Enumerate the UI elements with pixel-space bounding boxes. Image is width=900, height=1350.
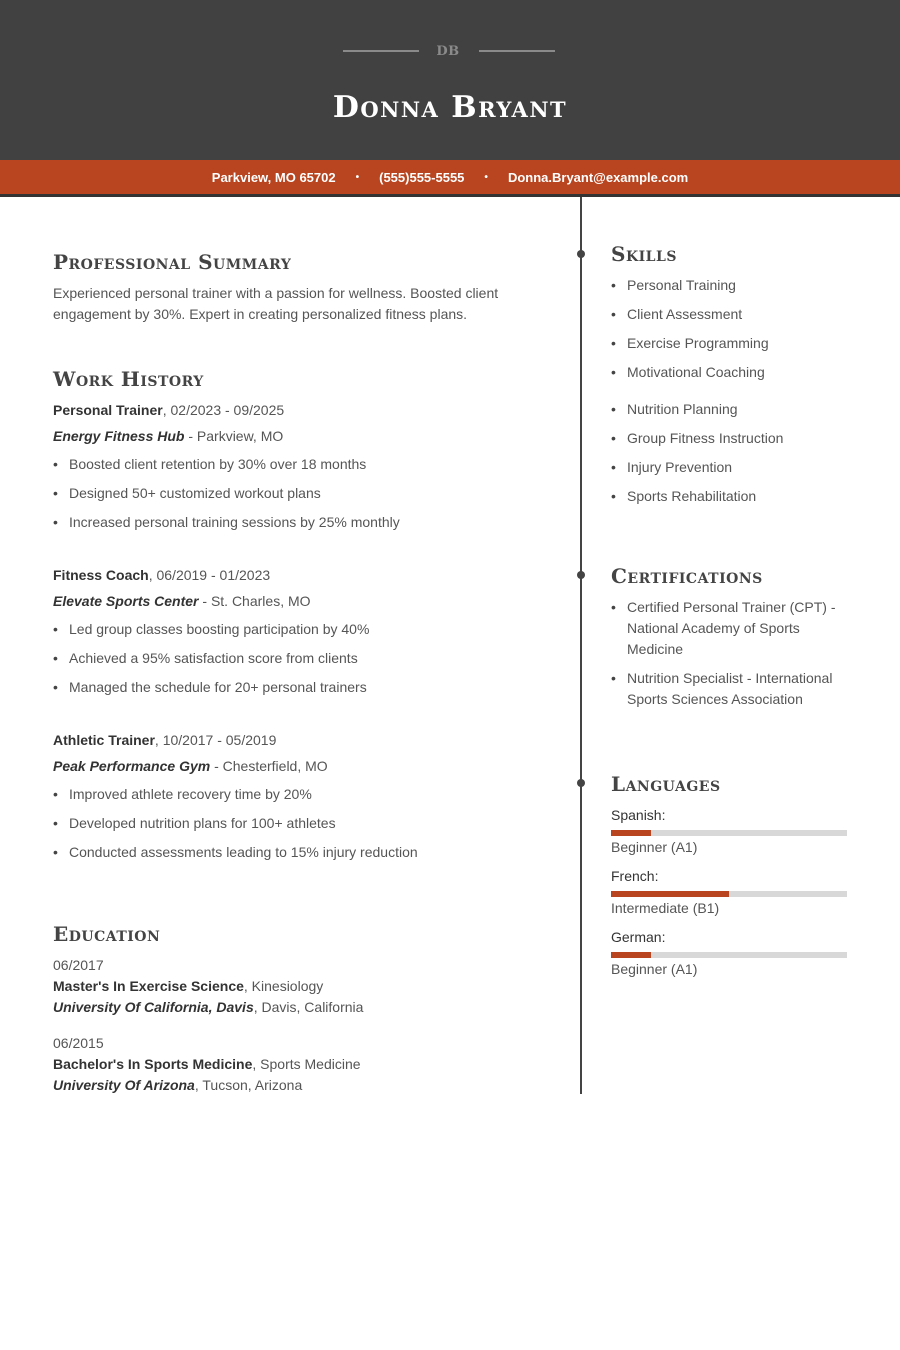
contact-separator: • [355, 171, 360, 183]
skill-item: • Injury Prevention [611, 459, 732, 475]
education-degree-line [53, 1054, 361, 1075]
job-bullet: • Improved athlete recovery time by 20% [53, 786, 312, 802]
job-location: - Parkview, MO [184, 428, 284, 444]
education-place: , Davis, California [253, 999, 364, 1015]
job-bullet: • Conducted assessments leading to 15% injury reduction [53, 844, 418, 860]
job-title-line [53, 565, 270, 586]
job-dates: , 02/2023 - 09/2025 [162, 402, 285, 418]
education-school-line [53, 1075, 302, 1096]
language-proficiency-fill [611, 891, 729, 897]
contact-bar [0, 160, 900, 197]
language-name: German: [611, 929, 666, 945]
job-title-line [53, 730, 276, 751]
education-date: 06/2015 [53, 1035, 104, 1051]
languages-heading: Languages [611, 772, 721, 796]
job-company-line [53, 426, 283, 447]
language-proficiency-bar [611, 952, 847, 958]
job-dates: , 10/2017 - 05/2019 [154, 732, 277, 748]
language-proficiency-bar [611, 830, 847, 836]
job-company-line [53, 591, 311, 612]
job-bullet: • Boosted client retention by 30% over 18 months [53, 456, 366, 472]
job-bullet: • Increased personal training sessions by 25% monthly [53, 514, 400, 530]
contact-phone[interactable]: (555)555-5555 [379, 169, 465, 185]
column-divider [580, 197, 582, 1094]
certifications-heading: Certifications [611, 564, 763, 588]
skill-item: • Motivational Coaching [611, 364, 765, 380]
language-level: Beginner (A1) [611, 839, 698, 855]
language-name: French: [611, 868, 659, 884]
language-level: Beginner (A1) [611, 961, 698, 977]
language-proficiency-fill [611, 952, 651, 958]
job-company: Energy Fitness Hub [53, 428, 185, 444]
contact-address: Parkview, MO 65702 [211, 169, 336, 185]
skill-item: • Sports Rehabilitation [611, 488, 756, 504]
language-proficiency-fill [611, 830, 651, 836]
monogram: DB [436, 44, 460, 59]
skill-item: • Nutrition Planning [611, 401, 738, 417]
skill-item: • Exercise Programming [611, 335, 769, 351]
job-location: - Chesterfield, MO [210, 758, 328, 774]
education-heading: Education [53, 922, 161, 946]
job-company: Elevate Sports Center [53, 593, 199, 609]
skill-item: • Personal Training [611, 277, 736, 293]
work-history-heading: Work History [53, 367, 204, 391]
education-degree: Master's In Exercise Science [53, 978, 244, 994]
job-role: Personal Trainer [53, 402, 163, 418]
resume-header [0, 0, 900, 160]
monogram-line-right [479, 50, 555, 52]
summary-line: Experienced personal trainer with a passion for wellness. Boosted client [53, 285, 499, 301]
job-role: Fitness Coach [53, 567, 149, 583]
job-bullet: • Led group classes boosting participation by 40% [53, 621, 369, 637]
language-level: Intermediate (B1) [611, 900, 720, 916]
summary-line: engagement by 30%. Expert in creating personalized fitness plans. [53, 306, 468, 322]
education-place: , Tucson, Arizona [194, 1077, 303, 1093]
divider-dot [577, 571, 585, 579]
education-date: 06/2017 [53, 957, 104, 973]
skill-item: • Group Fitness Instruction [611, 430, 783, 446]
job-bullet: • Achieved a 95% satisfaction score from clients [53, 650, 358, 666]
education-school-line [53, 997, 363, 1018]
job-company: Peak Performance Gym [53, 758, 211, 774]
job-role: Athletic Trainer [53, 732, 155, 748]
certification-item: • Nutrition Specialist - International Sports Sciences Association [611, 668, 851, 710]
contact-email[interactable]: Donna.Bryant@example.com [507, 169, 689, 185]
certification-item: • Certified Personal Trainer (CPT) - National Academy of Sports Medicine [611, 597, 851, 660]
education-degree-line [53, 976, 323, 997]
language-proficiency-bar [611, 891, 847, 897]
candidate-name: Donna Bryant [332, 90, 568, 125]
job-dates: , 06/2019 - 01/2023 [148, 567, 271, 583]
education-field: , Sports Medicine [252, 1056, 361, 1072]
job-company-line [53, 756, 328, 777]
education-school: University Of California, Davis [53, 999, 254, 1015]
divider-dot [577, 250, 585, 258]
job-bullet: • Designed 50+ customized workout plans [53, 485, 321, 501]
skills-heading: Skills [611, 242, 677, 266]
divider-dot [577, 779, 585, 787]
monogram-block [0, 44, 900, 60]
job-bullet: • Managed the schedule for 20+ personal trainers [53, 679, 367, 695]
monogram-line-left [343, 50, 419, 52]
education-degree: Bachelor's In Sports Medicine [53, 1056, 253, 1072]
education-field: , Kinesiology [243, 978, 324, 994]
job-location: - St. Charles, MO [198, 593, 311, 609]
skill-item: • Client Assessment [611, 306, 742, 322]
job-title-line [53, 400, 284, 421]
education-school: University Of Arizona [53, 1077, 195, 1093]
contact-separator: • [484, 171, 488, 183]
language-name: Spanish: [611, 807, 666, 823]
summary-heading: Professional Summary [53, 250, 292, 274]
job-bullet: • Developed nutrition plans for 100+ athletes [53, 815, 336, 831]
